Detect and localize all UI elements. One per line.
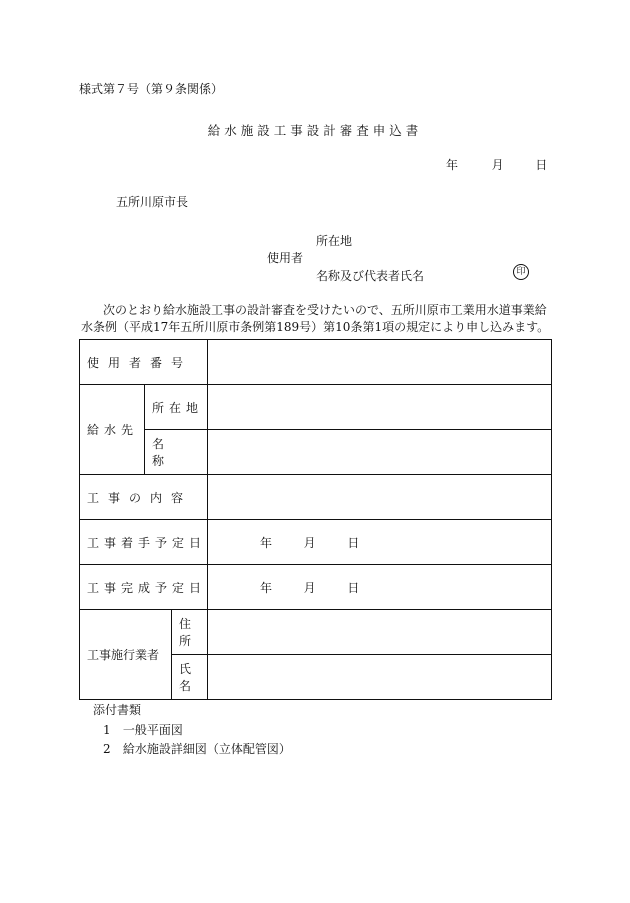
user-number-label: 使用者番号: [80, 340, 208, 385]
completion-month-unit: 月: [303, 580, 316, 595]
start-year-unit: 年: [260, 535, 273, 550]
table-row: [80, 430, 552, 475]
work-content-field[interactable]: [208, 475, 552, 520]
name-label: 名称: [145, 430, 208, 475]
date-year-unit: 年: [446, 158, 459, 172]
supply-destination-label: 給水先: [80, 385, 145, 475]
table-row: [80, 565, 552, 610]
applicant-role-label: 使用者: [267, 251, 304, 265]
location-field[interactable]: [208, 385, 552, 430]
completion-date-label: 工事完成予定日: [80, 565, 208, 610]
date-day-unit: 日: [535, 158, 548, 172]
start-month-unit: 月: [303, 535, 316, 550]
applicant-name-label: 名称及び代表者氏名: [316, 269, 425, 283]
completion-year-unit: 年: [260, 580, 273, 595]
start-date-label: 工事着手予定日: [80, 520, 208, 565]
attachment-label: 給水施設詳細図（立体配管図）: [122, 742, 291, 756]
table-row: [80, 340, 552, 385]
list-item: [103, 740, 291, 757]
contractor-address-field[interactable]: [208, 610, 552, 655]
seal-mark: 印: [513, 264, 529, 280]
completion-day-unit: 日: [347, 580, 360, 595]
table-row: [80, 610, 552, 655]
table-row: [80, 475, 552, 520]
start-date-field[interactable]: [208, 520, 552, 565]
addressee: 五所川原市長: [116, 195, 189, 209]
start-day-unit: 日: [347, 535, 360, 550]
application-table: [79, 339, 552, 700]
document-title: 給水施設工事設計審査申込書: [207, 123, 423, 138]
location-label: 所在地: [145, 385, 208, 430]
list-item: [103, 721, 183, 738]
attachments-heading: 添付書類: [93, 703, 142, 717]
applicant-address-label: 所在地: [316, 234, 353, 248]
date-line: [446, 156, 547, 173]
attachment-number: 2: [103, 742, 111, 756]
completion-date-field[interactable]: [208, 565, 552, 610]
contractor-address-label: 住所: [172, 610, 208, 655]
form-number: 様式第７号（第９条関係）: [79, 82, 224, 96]
attachment-label: 一般平面図: [122, 723, 183, 737]
attachment-number: 1: [103, 723, 111, 737]
work-content-label: 工事の内容: [80, 475, 208, 520]
contractor-label: 工事施行業者: [80, 610, 172, 700]
date-month-unit: 月: [491, 158, 504, 172]
intro-paragraph: 次のとおり給水施設工事の設計審査を受けたいので、五所川原市工業用水道事業給水条例（平成17年五所川原市条例第189号）第10条第1項の規定により申し込みます。: [81, 303, 550, 334]
table-row: [80, 385, 552, 430]
contractor-name-label: 氏名: [172, 655, 208, 700]
name-field[interactable]: [208, 430, 552, 475]
table-row: [80, 520, 552, 565]
user-number-field[interactable]: [208, 340, 552, 385]
contractor-name-field[interactable]: [208, 655, 552, 700]
